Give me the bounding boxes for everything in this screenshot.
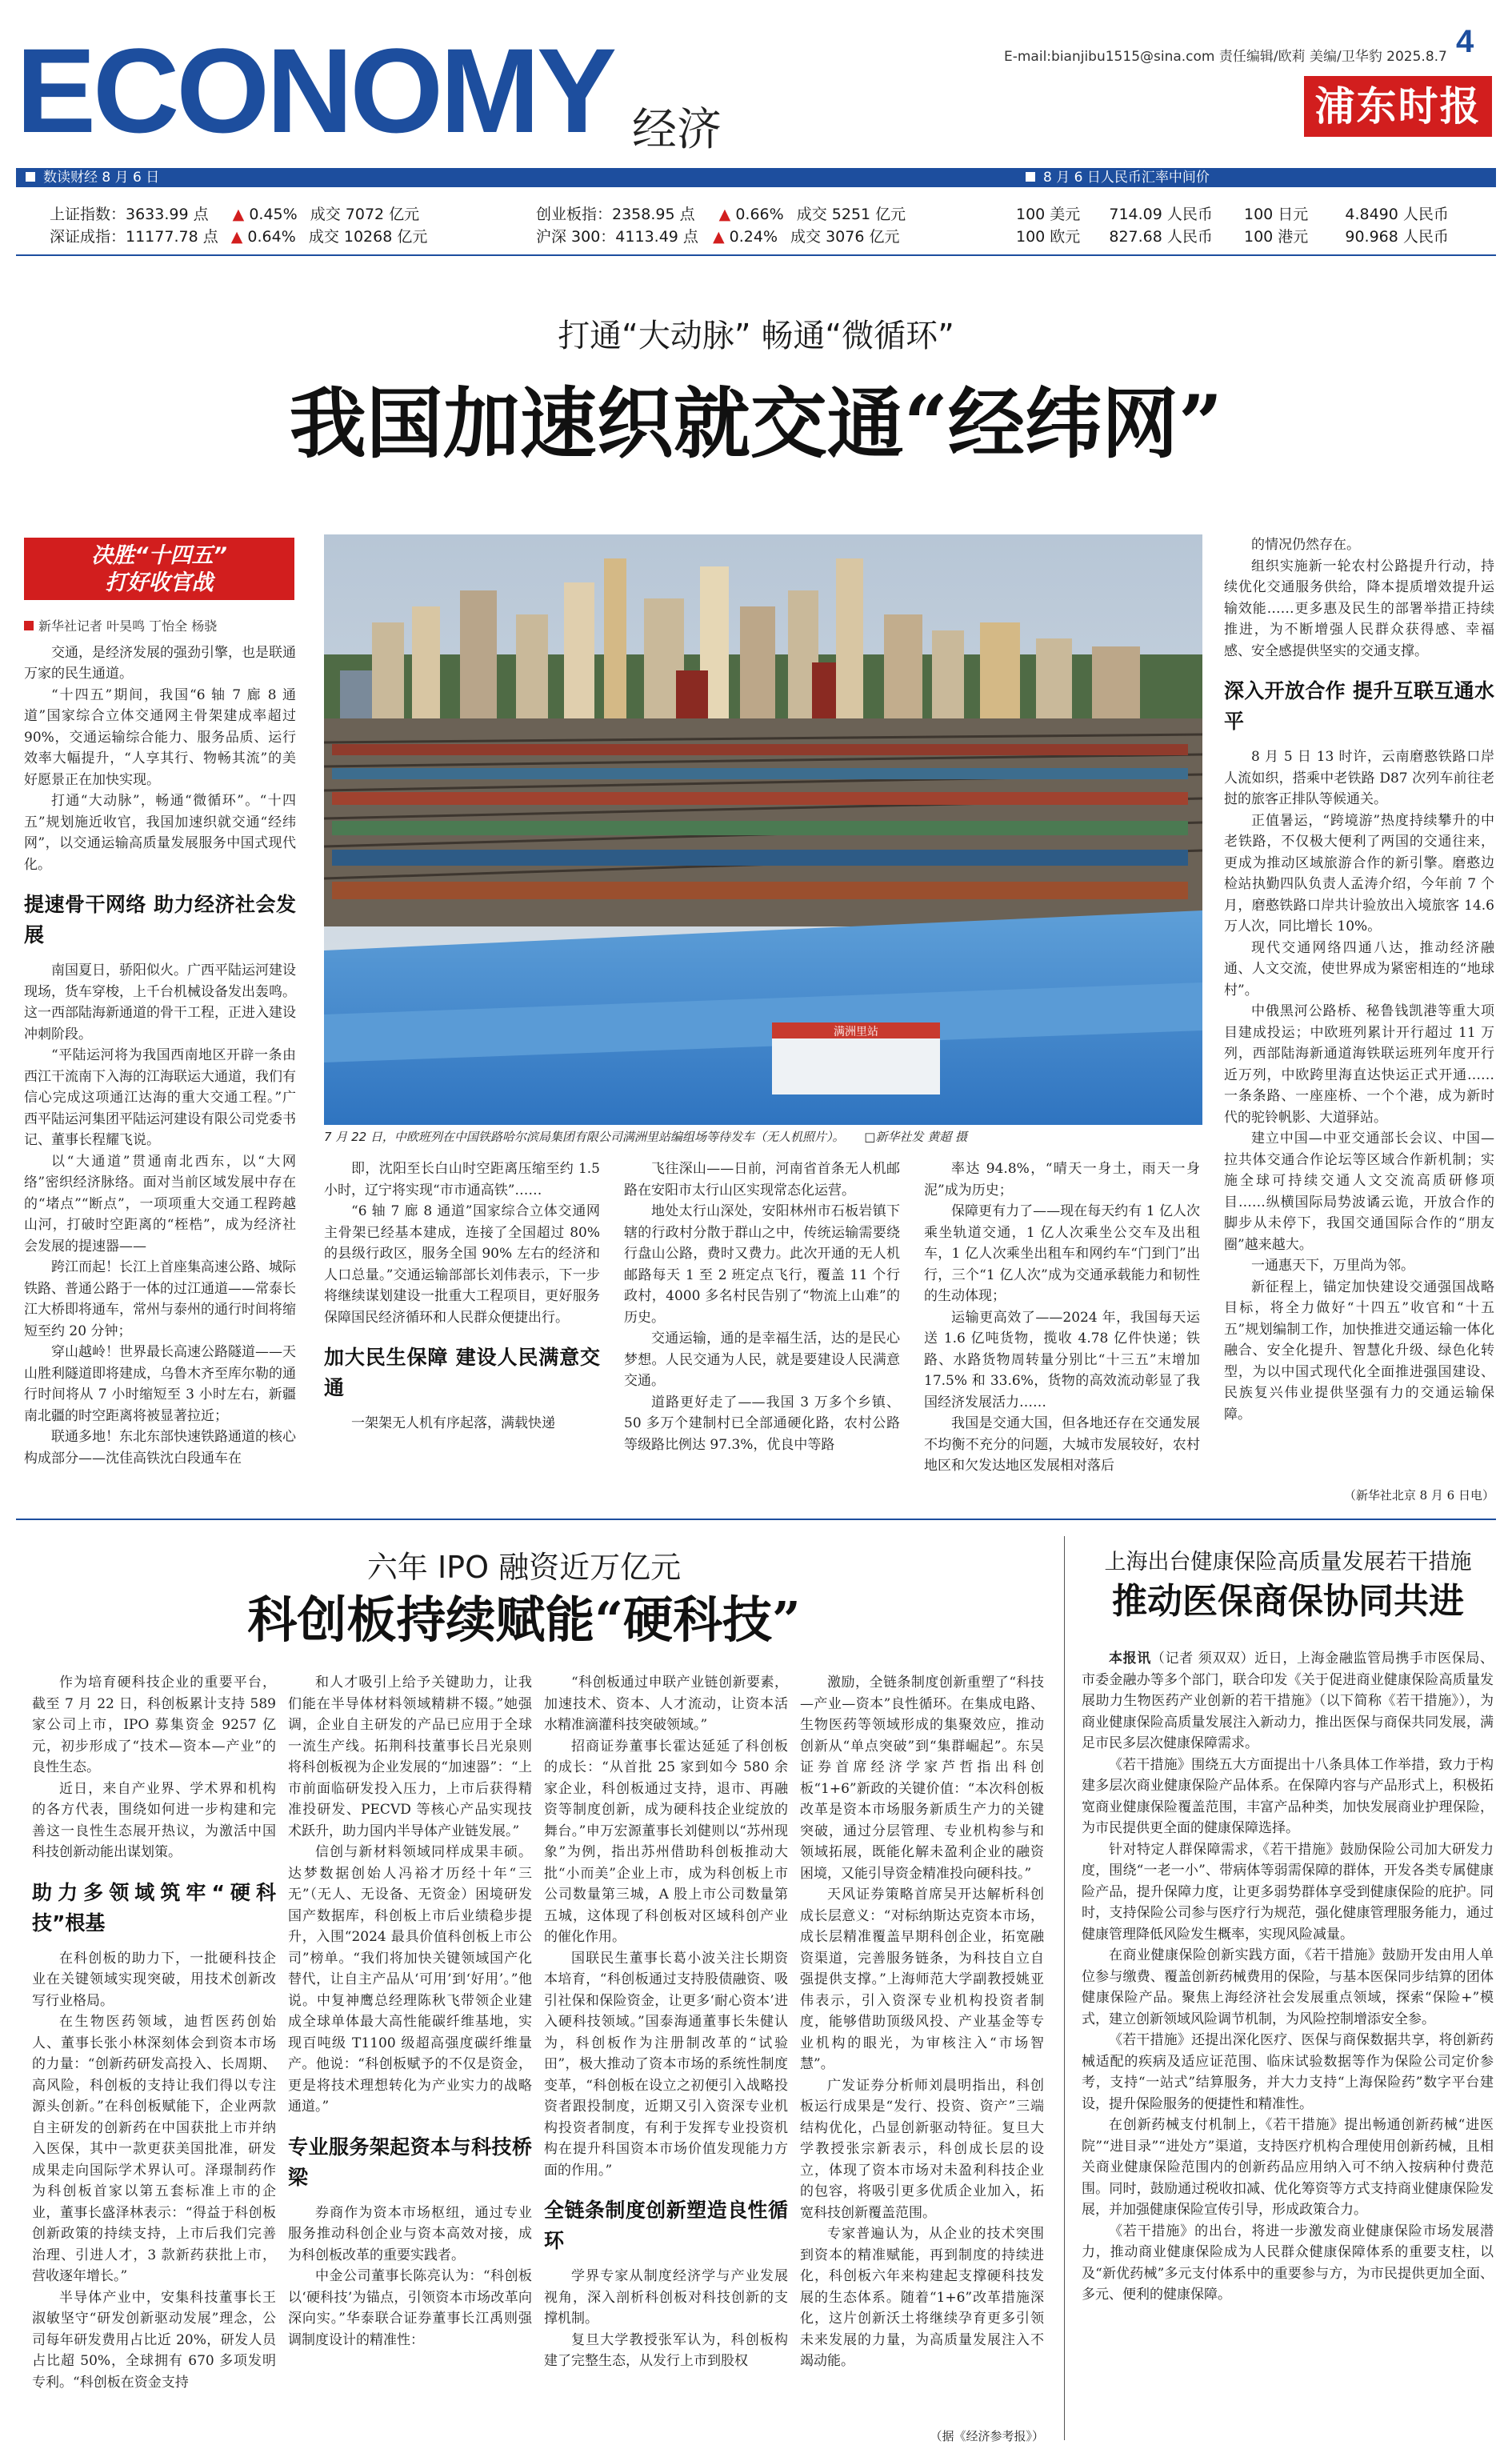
- station-sign: 满洲里站: [834, 1026, 878, 1038]
- rate-value: 827.68 人民币: [1109, 228, 1213, 246]
- market-change: 0.66%: [735, 206, 784, 223]
- byline: [24, 616, 296, 638]
- photo-caption: [324, 1128, 1202, 1145]
- newspaper-logo: 浦东时报: [1304, 76, 1492, 137]
- market-volume: 成交 3076 亿元: [790, 228, 900, 246]
- camera-icon: □: [864, 1130, 876, 1144]
- badge-line: 打好收官战: [105, 570, 214, 595]
- caption-text: 7 月 22 日，中欧班列在中国铁路哈尔滨局集团有限公司满洲里站编组场等待发车（无人机照片）。: [324, 1130, 845, 1144]
- subheading: 提速骨干网络 助力经济社会发展: [24, 893, 296, 946]
- paragraph: 在生物医药领域，迪哲医药创始人、董事长张小林深刻体会到资本市场的力量：“创新药研发高投入、长周期、高风险，科创板的支持让我们得以专注源头创新。”在科创板赋能下，企业两款自主研发的创新药在中国获批上市并纳入医保，其中一款更获美国批准，研发成果走向国际学术界认可。泽璟制药作为科创板首家以第五套标准上市的企业，董事长盛泽林表示：“得益于科创板创新政策的持续支持，上市后我们完善治理、引进人才，3 款新药获批上市，营收逐年增长。”: [32, 2014, 276, 2284]
- paragraph: 穿山越岭！世界最长高速公路隧道——天山胜利隧道即将建成，乌鲁木齐至库尔勒的通行时间将从 7 小时缩短至 3 小时左右，新疆南北疆的时空距离将被显著拉近；: [24, 1344, 296, 1424]
- market-bar: [16, 168, 1080, 187]
- second-headline: 科创板持续赋能“硬科技”: [247, 1591, 801, 1649]
- up-arrow-icon: ▲: [232, 206, 245, 223]
- subheading: 深入开放合作 提升互联互通水平: [1224, 679, 1494, 733]
- lead-kicker: 打通“大动脉” 畅通“微循环”: [558, 318, 954, 354]
- paragraph: 现代交通网络四通八达，推动经济融通、人文交流，使世界成为紧密相连的“地球村”。: [1224, 939, 1494, 998]
- paragraph: 和人才吸引上给予关键助力，让我们能在半导体材料领域精耕不辍。”她强调，企业自主研发的产品已应用于全球一流生产线。拓荆科技董事长吕光泉则将科创板视为企业发展的“加速器”：“上市前面临研发投入压力，上市后获得精准投研发、PECVD 等核心产品实现技术跃升，助力国内半导体产业链发展。”: [288, 1675, 532, 1839]
- divider: [16, 1519, 1496, 1520]
- signoff: （据《经济参考报》）: [930, 2429, 1044, 2443]
- market-row: [50, 203, 419, 226]
- photo-illustration: [324, 534, 1202, 1125]
- market-name: 沪深 300：4113.49 点: [536, 228, 698, 246]
- paragraph: 飞往深山——日前，河南省首条无人机邮路在安阳市太行山区实现常态化运营。: [624, 1161, 900, 1198]
- paragraph: 道路更好走了——我国 3 万多个乡镇、50 多万个建制村已全部通硬化路，农村公路等级路比例达 97.3%，优良中等路: [624, 1394, 900, 1453]
- rate-row: [1244, 203, 1449, 226]
- subheading: 全链条制度创新塑造良性循环: [544, 2199, 788, 2252]
- third-headline: 推动医保商保协同共进: [1112, 1581, 1464, 1622]
- second-column-2: [288, 1672, 532, 2444]
- market-name: 深证成指：11177.78 点: [50, 228, 218, 246]
- paragraph: 的情况仍然存在。: [1251, 537, 1360, 553]
- market-change: 0.64%: [247, 228, 296, 246]
- up-arrow-icon: ▲: [230, 228, 243, 246]
- paragraph: “十四五”期间，我国“6 轴 7 廊 8 通道”国家综合立体交通网主骨架建成率超过 90%，交通运输综合能力、服务品质、运行效率大幅提升，“人享其行、物畅其流”的美好愿景正在加快实现。: [24, 686, 296, 788]
- signoff: （新华社北京 8 月 6 日电）: [1343, 1488, 1494, 1503]
- rail-yard-photo: [324, 534, 1202, 1125]
- rate-value: 90.968 人民币: [1345, 228, 1449, 246]
- paragraph: 联通多地！东北东部快速铁路通道的核心构成部分——沈佳高铁沈白段通车在: [24, 1429, 296, 1467]
- editor-info: E-mail:bianjibu1515@sina.com 责任编辑/欧莉 美编/卫华豹 2025.8.7: [1004, 49, 1447, 65]
- rate-value: 714.09 人民币: [1109, 206, 1213, 223]
- paragraph: 《若干措施》围绕五大方面提出十八条具体工作举措，致力于构建多层次商业健康保险产品体系。在保障内容与产品形式上，积极拓宽商业健康保险覆盖范围，丰富产品种类，加快发展商业护理保险，为市民提供更全面的健康保障选择。: [1082, 1756, 1494, 1836]
- third-kicker: 上海出台健康保险高质量发展若干措施: [1104, 1550, 1472, 1575]
- paragraph: 作为培育硬科技企业的重要平台，截至 7 月 22 日，科创板累计支持 589 家公司上市，IPO 募集资金 9257 亿元，初步形成了“技术—资本—产业”的良性生态。: [32, 1675, 276, 1775]
- market-volume: 成交 5251 亿元: [796, 206, 906, 223]
- paragraph: 在商业健康保险创新实践方面，《若干措施》鼓励开发由用人单位参与缴费、覆盖创新药械费用的保险，与基本医保同步结算的团体健康保险产品。聚焦上海经济社会发展重点领域，探索“保险+”模式，建立创新领域风险调节机制，为风险控制增添安全参。: [1082, 1947, 1494, 2027]
- paragraph: 复旦大学教授张军认为，科创板构建了完整生态，从发行上市到股权: [544, 2331, 788, 2369]
- column-divider: [1064, 1536, 1065, 2440]
- paragraph: 在创新药械支付机制上，《若干措施》提出畅通创新药械“进医院”“进目录”“进处方”渠道，支持医疗机构合理使用创新药械，且相关商业健康保险范围内的创新药品应用纳入可不纳入按病种付费范围。同时，鼓励通过税收扣减、优化筹资等方式支持商业健康保险发展，并加强健康保险宣传引导，形成政策合力。: [1082, 2117, 1494, 2218]
- paragraph: “科创板通过申联产业链创新要素，加速技术、资本、人才流动，让资本活水精准滴灌科技突破领域。”: [544, 1675, 788, 1733]
- rate-row: [1016, 203, 1213, 226]
- paragraph: 保障更有力了——现在每天约有 1 亿人次乘坐轨道交通，1 亿人次乘坐公交车及出租车，1 亿人次乘坐出租车和网约车“门到门”出行，三个“1 亿人次”成为交通承载能力和韧性的生动体现；: [924, 1203, 1200, 1304]
- paragraph: 《若干措施》还提出深化医疗、医保与商保数据共享，将创新药械适配的疾病及适应证范围、临床试验数据等作为保险公司定价参考，支持“一站式”结算服务，并大力支持“上海保险药”数字平台建设，提升保险服务的便捷性和精准性。: [1082, 2032, 1494, 2112]
- up-arrow-icon: ▲: [712, 228, 725, 246]
- lead-column-4: [924, 1158, 1200, 1511]
- paragraph: 学界专家从制度经济学与产业发展视角，深入剖析科创板对科技创新的支撑机制。: [544, 2268, 788, 2327]
- rate-unit: 100 日元: [1244, 206, 1309, 223]
- paragraph: 打通“大动脉”，畅通“微循环”。“十四五”规划施近收官，我国加速织就交通“经纬网”，以交通运输高质量发展服务中国式现代化。: [24, 793, 296, 873]
- subheading: 助力多领域筑牢“硬科技”根基: [32, 1880, 276, 1935]
- paragraph: 交通运输，通的是幸福生活，达的是民心梦想。人民交通为人民，就是要建设人民满意交通。: [624, 1331, 900, 1389]
- section-title: ECONOMY: [16, 23, 614, 158]
- paragraph: 信创与新材料领域同样成果丰硕。达梦数据创始人冯裕才历经十年“三无”（无人、无设备、无资金）困境研发国产数据库，科创板上市后业绩稳步提升，入围“2024 最具价值科创板上市公司”榜单。“我们将加快关键领域国产化替代，让自主产品从‘可用’到‘好用’。”他说。中复神鹰总经理陈秋飞带领企业建成全球单体最大高性能碳纤维基地，实现百吨级 T1100 级超高强度碳纤维量产。他说：“科创板赋予的不仅是资金，更是将技术理想转化为产业实力的战略通道。”: [288, 1844, 532, 2115]
- market-volume: 成交 7072 亿元: [310, 206, 420, 223]
- lead-column-3: [624, 1158, 900, 1511]
- photo-credit: 新华社发 黄超 摄: [875, 1130, 967, 1144]
- market-change: 0.24%: [729, 228, 778, 246]
- paragraph: 8 月 5 日 13 时许，云南磨憨铁路口岸人流如织，搭乘中老铁路 D87 次列车前往老挝的旅客正排队等候通关。: [1224, 749, 1494, 807]
- byline-text: 新华社记者 叶昊鸣 丁怡全 杨骁: [38, 618, 218, 634]
- paragraph: “6 轴 7 廊 8 通道”国家综合立体交通网主骨架已经基本建成，连接了全国超过 80% 的县级行政区，服务全国 90% 左右的经济和人口总量。”交通运输部部长刘伟表示，下一步将继续谋划建设一批重大工程项目，更好服务保障国民经济循环和人民群众便捷出行。: [324, 1203, 600, 1326]
- rate-unit: 100 美元: [1016, 206, 1081, 223]
- paragraph: “平陆运河将为我国西南地区开辟一条由西江干流南下入海的江海联运大通道，我们有信心完成这项通江达海的重大交通工程。”广西平陆运河集团平陆运河建设有限公司党委书记、董事长程耀飞说。: [24, 1047, 296, 1148]
- paragraph: 中金公司董事长陈亮认为：“科创板以‘硬科技’为锚点，引领资本市场改革向深向实。”华泰联合证券董事长江禹则强调制度设计的精准性：: [288, 2268, 532, 2348]
- paragraph: 国联民生董事长葛小波关注长期资本培育，“科创板通过支持股债融资、吸引社保和保险资金，让更多‘耐心资本’进入硬科技领域。”国泰海通董事长朱健认为，科创板作为注册制改革的“试验田”，极大推动了资本市场的系统性制度变革，“科创板在设立之初便引入战略投资者跟投制度，近期又引入资深专业机构投资者制度，有利于发挥专业投资机构在提升科国资本市场价值发现能力方面的作用。”: [544, 1950, 788, 2179]
- paragraph: 券商作为资本市场枢纽，通过专业服务推动科创企业与资本高效对接，成为科创板改革的重要实践者。: [288, 2204, 532, 2263]
- paragraph: 招商证券董事长霍达延延了科创板的成长：“从首批 25 家到如今 580 余家企业，科创板通过支持，退市、再融资等制度创新，成为硬科技企业绽放的舞台。”申万宏源董事长刘健则以“苏州现象”为例，指出苏州借助科创板推动大批“小而美”企业上市，成为科创板上市公司数量第三城，A 股上市公司数量第五城，这体现了科创板对区域科创产业的催化作用。: [544, 1738, 788, 1945]
- market-row: [536, 203, 906, 226]
- square-icon: [24, 621, 34, 630]
- paragraph: 正值暑运，“跨境游”热度持续攀升的中老铁路，不仅极大便利了两国的交通往来，更成为推动区域旅游合作的新引擎。磨憨边检站执勤四队负责人孟涛介绍，今年前 7 个月，磨憨铁路口岸共计验放出入境旅客 14.6 万人次，同比增长 10%。: [1224, 812, 1494, 934]
- market-name: 创业板指：2358.95 点: [536, 206, 695, 223]
- second-kicker: 六年 IPO 融资近万亿元: [366, 1550, 682, 1585]
- second-column-4: [800, 1672, 1044, 2416]
- paragraph: 天风证券策略首席吴开达解析科创成长层意义：“对标纳斯达克资本市场，成长层精准覆盖早期科创企业，拓宽融资渠道，完善服务链条，为科技自立自强提供支撑。”上海师范大学副教授姚亚伟表示，引入资深专业机构投资者制度，能够借助顶级风投、产业基金等专业机构的眼光，为审核注入“市场智慧”。: [800, 1887, 1044, 2072]
- paragraph: 建立中国—中亚交通部长会议、中国—拉共体交通合作论坛等区域合作新机制；实施全球可持续交通人文交流高质研修项目……纵横国际局势波谲云诡，开放合作的脚步从未停下，我国交通国际合作的“朋友圈”越来越大。: [1224, 1130, 1494, 1253]
- campaign-badge: [24, 538, 294, 600]
- paragraph: 针对特定人群保障需求，《若干措施》鼓励保险公司加大研发力度，围绕“一老一小”、带病体等弱需保障的群体，开发各类专属健康险产品，提升保障力度，让更多弱势群体享受到健康保险的庇护。同时，支持保险公司参与医疗行为规范，强化健康管理服务能力，通过健康管理降低风险发生概率，实现风险减量。: [1082, 1841, 1494, 1943]
- paragraph: 专家普遍认为，从企业的技术突围到资本的精准赋能，再到制度的持续进化，科创板六年来构建起支撑硬科技发展的生态体系。随着“1+6”改革措施深化，这片创新沃土将继续孕育更多引领未来发展的力量，为高质量发展注入不竭动能。: [800, 2226, 1044, 2369]
- market-change: 0.45%: [249, 206, 298, 223]
- paragraph: 一通惠天下，万里尚为邻。: [1251, 1258, 1414, 1274]
- paragraph: 新征程上，锚定加快建设交通强国战略目标，将全力做好“十四五”收官和“十五五”规划编制工作，加快推进交通运输一体化融合、安全化提升、智慧化升级、绿色化转型，为以中国式现代化全面推进强国建设、民族复兴伟业提供坚强有力的交通运输保障。: [1224, 1279, 1494, 1423]
- paragraph: 运输更高效了——2024 年，我国每天运送 1.6 亿吨货物，揽收 4.78 亿件快递；铁路、水路货物周转量分别比“十三五”末增加 17.5% 和 33.6%，货物的高效流动彰显了我国经济发展活力……: [924, 1309, 1200, 1411]
- third-column: [1082, 1648, 1494, 2444]
- paragraph: 中俄黑河公路桥、秘鲁钱凯港等重大项目建成投运；中欧班列累计开行超过 11 万列，西部陆海新通道海铁联运班列年度开行近万列，中欧跨里海直达快运正式开通……一条条路、一座座桥、一个个港，成为新时代的驼铃帆影、大道驿站。: [1224, 1003, 1494, 1126]
- paragraph: 我国是交通大国，但各地还存在交通发展不均衡不充分的问题，大城市发展较好，农村地区和欠发达地区发展相对落后: [924, 1415, 1200, 1474]
- rate-unit: 100 港元: [1244, 228, 1309, 246]
- lead-column-1: [24, 616, 296, 1508]
- square-icon: [26, 172, 35, 182]
- paragraph: 跨江而起！长江上首座集高速公路、城际铁路、普通公路于一体的过江通道——常泰长江大桥即将通车，常州与泰州的通行时间将缩短至约 20 分钟；: [24, 1259, 296, 1339]
- paragraph: 南国夏日，骄阳似火。广西平陆运河建设现场，货车穿梭，上千台机械设备发出轰鸣。这一西部陆海新通道的骨干工程，正进入建设冲刺阶段。: [24, 962, 296, 1042]
- subheading: 专业服务架起资本与科技桥梁: [288, 2135, 532, 2189]
- paragraph: 以“大通道”贯通南北西东，以“大网络”密织经济脉络。面对当前区域发展中存在的“堵点”“断点”，一项项重大交通工程跨越山河，打破时空距离的“桎梏”，成为经济社会发展的提速器——: [24, 1153, 296, 1255]
- byline-label: 本报讯: [1109, 1651, 1151, 1667]
- market-bar-label: 数读财经 8 月 6 日: [43, 170, 160, 186]
- badge-line: 决胜“十四五”: [91, 543, 227, 568]
- lead-column-2: [324, 1158, 600, 1511]
- second-column-3: [544, 1672, 788, 2444]
- paragraph: 半导体产业中，安集科技董事长王淑敏坚守“研发创新驱动发展”理念，公司每年研发费用占比近 20%，研发人员占比超 50%，全球拥有 670 多项发明专利。“科创板在资金支持: [32, 2289, 276, 2391]
- subheading: 加大民生保障 建设人民满意交通: [324, 1346, 600, 1399]
- paragraph: 即，沈阳至长白山时空距离压缩至约 1.5 小时，辽宁将实现“市市通高铁”……: [324, 1161, 600, 1198]
- up-arrow-icon: ▲: [718, 206, 731, 223]
- paragraph: 在科创板的助力下，一批硬科技企业在关键领域实现突破，用技术创新改写行业格局。: [32, 1950, 276, 2009]
- paragraph: 一架架无人机有序起落，满载快递: [351, 1415, 555, 1431]
- market-name: 上证指数：3633.99 点: [50, 206, 209, 223]
- rate-row: [1244, 226, 1449, 248]
- second-column-1: [32, 1672, 276, 2444]
- section-name: 经济: [632, 104, 722, 156]
- market-row: [50, 226, 427, 248]
- page-number: 4: [1456, 24, 1474, 59]
- paragraph: 交通，是经济发展的强劲引擎，也是联通万家的民生通道。: [24, 644, 296, 682]
- lead-headline: 我国加速织就交通“经纬网”: [289, 378, 1223, 469]
- square-icon: [1026, 172, 1035, 182]
- paragraph: 组织实施新一轮农村公路提升行动，持续优化交通服务供给，降本提质增效提升运输效能……更多惠及民生的部署举措正持续推进，为不断增强人民群众获得感、幸福感、安全感提供坚实的交通支撑。: [1224, 558, 1494, 659]
- paragraph: （记者 须双双）近日，上海金融监管局携手市医保局、市委金融办等多个部门，联合印发《关于促进商业健康保险高质量发展助力生物医药产业创新的若干措施》（以下简称《若干措施》），为商业健康保险高质量发展注入新动力，推出医保与商保共同发展，满足市民多层次健康保障需求。: [1082, 1651, 1494, 1751]
- paragraph: 地处太行山深处，安阳林州市石板岩镇下辖的行政村分散于群山之中，传统运输需要绕行盘山公路，费时又费力。此次开通的无人机邮路每天 1 至 2 班定点飞行，覆盖 11 个行政村，4000 多名村民告别了“物流上山难”的历史。: [624, 1203, 900, 1326]
- market-row: [536, 226, 899, 248]
- paragraph: 《若干措施》的出台，将进一步激发商业健康保险市场发展潜力，推动商业健康保险成为人民群众健康保障体系的重要支柱，以及“新优药械”多元支付体系中的重要参与方，为市民提供更加全面、多元、便利的健康保障。: [1082, 2223, 1494, 2303]
- paragraph: 广发证券分析师刘晨明指出，科创板运行成果是“发行、投资、资产”三端结构优化，凸显创新驱动特征。复旦大学教授张宗新表示，科创成长层的设立，体现了资本市场对未盈利科技企业的包容，将吸引更多优质企业加入，拓宽科技创新覆盖范围。: [800, 2077, 1044, 2221]
- divider: [16, 254, 1496, 256]
- paragraph: 近日，来自产业界、学术界和机构的各方代表，围绕如何进一步构建和完善这一良性生态展开热议，为激活中国科技创新动能出谋划策。: [32, 1780, 276, 1860]
- lead-column-5: [1224, 534, 1494, 1479]
- rate-bar: [1016, 168, 1496, 187]
- rate-unit: 100 欧元: [1016, 228, 1081, 246]
- market-volume: 成交 10268 亿元: [308, 228, 428, 246]
- rate-row: [1016, 226, 1213, 248]
- paragraph: 率达 94.8%，“晴天一身土，雨天一身泥”成为历史；: [924, 1161, 1200, 1198]
- rate-bar-label: 8 月 6 日人民币汇率中间价: [1043, 170, 1210, 186]
- paragraph: 激励，全链条制度创新重塑了“科技—产业—资本”良性循环。在集成电路、生物医药等领域形成的集聚效应，推动创新从“单点突破”到“集群崛起”。东吴证券首席经济学家芦哲指出科创板“1+6”新政的关键价值：“本次科创板改革是资本市场服务新质生产力的关键突破，通过分层管理、专业机构参与和领域拓展，既能化解未盈利企业的融资困境，又能引导资金精准投向硬科技。”: [800, 1675, 1044, 1882]
- rate-value: 4.8490 人民币: [1345, 206, 1449, 223]
